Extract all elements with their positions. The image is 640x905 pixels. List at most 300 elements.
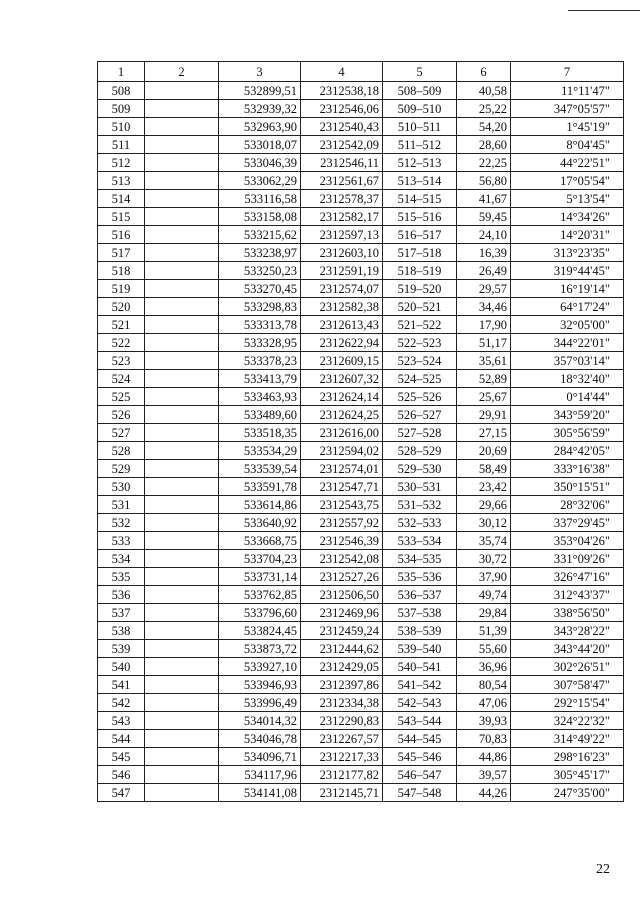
empty-cell [145, 208, 219, 226]
table-row [98, 478, 624, 496]
x-coordinate-cell: 533731,14 [219, 568, 301, 586]
x-coordinate-cell: 533062,29 [219, 172, 301, 190]
point-number-cell: 517 [98, 244, 145, 262]
length-cell: 20,69 [457, 442, 511, 460]
page-number: 22 [596, 862, 610, 877]
table-row [98, 694, 624, 712]
x-coordinate-cell: 533238,97 [219, 244, 301, 262]
y-coordinate-cell: 2312543,75 [301, 496, 383, 514]
table-row [98, 172, 624, 190]
empty-cell [145, 388, 219, 406]
table-row [98, 766, 624, 784]
y-coordinate-cell: 2312546,11 [301, 154, 383, 172]
segment-cell: 530–531 [383, 478, 457, 496]
table-row [98, 244, 624, 262]
empty-cell [145, 226, 219, 244]
length-cell: 26,49 [457, 262, 511, 280]
angle-cell: 14°34'26" [511, 208, 624, 226]
y-coordinate-cell: 2312542,08 [301, 550, 383, 568]
segment-cell: 537–538 [383, 604, 457, 622]
point-number-cell: 547 [98, 784, 145, 802]
empty-cell [145, 244, 219, 262]
y-coordinate-cell: 2312557,92 [301, 514, 383, 532]
table-row [98, 730, 624, 748]
length-cell: 51,17 [457, 334, 511, 352]
table-row [98, 532, 624, 550]
segment-cell: 526–527 [383, 406, 457, 424]
x-coordinate-cell: 533534,29 [219, 442, 301, 460]
x-coordinate-cell: 533614,86 [219, 496, 301, 514]
table-row [98, 100, 624, 118]
length-cell: 58,49 [457, 460, 511, 478]
y-coordinate-cell: 2312609,15 [301, 352, 383, 370]
x-coordinate-cell: 533873,72 [219, 640, 301, 658]
table-row [98, 712, 624, 730]
length-cell: 52,89 [457, 370, 511, 388]
empty-cell [145, 712, 219, 730]
point-number-cell: 542 [98, 694, 145, 712]
segment-cell: 524–525 [383, 370, 457, 388]
point-number-cell: 535 [98, 568, 145, 586]
point-number-cell: 540 [98, 658, 145, 676]
angle-cell: 343°44'20" [511, 640, 624, 658]
y-coordinate-cell: 2312622,94 [301, 334, 383, 352]
y-coordinate-cell: 2312334,38 [301, 694, 383, 712]
empty-cell [145, 496, 219, 514]
table-row [98, 190, 624, 208]
point-number-cell: 514 [98, 190, 145, 208]
x-coordinate-cell: 533640,92 [219, 514, 301, 532]
length-cell: 54,20 [457, 118, 511, 136]
angle-cell: 16°19'14" [511, 280, 624, 298]
segment-cell: 527–528 [383, 424, 457, 442]
segment-cell: 542–543 [383, 694, 457, 712]
table-row [98, 550, 624, 568]
y-coordinate-cell: 2312547,71 [301, 478, 383, 496]
x-coordinate-cell: 533946,93 [219, 676, 301, 694]
column-header-2: 2 [145, 62, 219, 82]
segment-cell: 516–517 [383, 226, 457, 244]
angle-cell: 17°05'54" [511, 172, 624, 190]
point-number-cell: 525 [98, 388, 145, 406]
length-cell: 29,66 [457, 496, 511, 514]
length-cell: 80,54 [457, 676, 511, 694]
y-coordinate-cell: 2312444,62 [301, 640, 383, 658]
length-cell: 41,67 [457, 190, 511, 208]
empty-cell [145, 334, 219, 352]
segment-cell: 508–509 [383, 82, 457, 100]
x-coordinate-cell: 534117,96 [219, 766, 301, 784]
length-cell: 39,57 [457, 766, 511, 784]
segment-cell: 545–546 [383, 748, 457, 766]
x-coordinate-cell: 533250,23 [219, 262, 301, 280]
empty-cell [145, 766, 219, 784]
x-coordinate-cell: 533313,78 [219, 316, 301, 334]
segment-cell: 515–516 [383, 208, 457, 226]
table-row [98, 568, 624, 586]
table-row [98, 442, 624, 460]
table-row [98, 640, 624, 658]
table-row [98, 676, 624, 694]
segment-cell: 528–529 [383, 442, 457, 460]
x-coordinate-cell: 533591,78 [219, 478, 301, 496]
length-cell: 25,67 [457, 388, 511, 406]
angle-cell: 324°22'32" [511, 712, 624, 730]
segment-cell: 510–511 [383, 118, 457, 136]
y-coordinate-cell: 2312546,06 [301, 100, 383, 118]
empty-cell [145, 550, 219, 568]
x-coordinate-cell: 533539,54 [219, 460, 301, 478]
angle-cell: 357°03'14" [511, 352, 624, 370]
header-row [98, 62, 624, 82]
y-coordinate-cell: 2312574,07 [301, 280, 383, 298]
angle-cell: 343°28'22" [511, 622, 624, 640]
angle-cell: 18°32'40" [511, 370, 624, 388]
segment-cell: 535–536 [383, 568, 457, 586]
angle-cell: 298°16'23" [511, 748, 624, 766]
point-number-cell: 521 [98, 316, 145, 334]
x-coordinate-cell: 533046,39 [219, 154, 301, 172]
table-row [98, 622, 624, 640]
y-coordinate-cell: 2312616,00 [301, 424, 383, 442]
table-row [98, 658, 624, 676]
x-coordinate-cell: 533298,83 [219, 298, 301, 316]
segment-cell: 517–518 [383, 244, 457, 262]
length-cell: 47,06 [457, 694, 511, 712]
empty-cell [145, 658, 219, 676]
length-cell: 36,96 [457, 658, 511, 676]
empty-cell [145, 622, 219, 640]
length-cell: 44,26 [457, 784, 511, 802]
x-coordinate-cell: 533413,79 [219, 370, 301, 388]
length-cell: 16,39 [457, 244, 511, 262]
segment-cell: 533–534 [383, 532, 457, 550]
length-cell: 51,39 [457, 622, 511, 640]
table-row [98, 298, 624, 316]
segment-cell: 536–537 [383, 586, 457, 604]
segment-cell: 531–532 [383, 496, 457, 514]
segment-cell: 512–513 [383, 154, 457, 172]
point-number-cell: 516 [98, 226, 145, 244]
length-cell: 55,60 [457, 640, 511, 658]
point-number-cell: 537 [98, 604, 145, 622]
empty-cell [145, 370, 219, 388]
point-number-cell: 546 [98, 766, 145, 784]
angle-cell: 11°11'47" [511, 82, 624, 100]
x-coordinate-cell: 533158,08 [219, 208, 301, 226]
column-header-7: 7 [511, 62, 624, 82]
empty-cell [145, 532, 219, 550]
segment-cell: 547–548 [383, 784, 457, 802]
length-cell: 30,72 [457, 550, 511, 568]
empty-cell [145, 172, 219, 190]
length-cell: 29,91 [457, 406, 511, 424]
y-coordinate-cell: 2312574,01 [301, 460, 383, 478]
point-number-cell: 531 [98, 496, 145, 514]
point-number-cell: 513 [98, 172, 145, 190]
angle-cell: 313°23'35" [511, 244, 624, 262]
table-row [98, 406, 624, 424]
segment-cell: 541–542 [383, 676, 457, 694]
table-row [98, 424, 624, 442]
length-cell: 27,15 [457, 424, 511, 442]
y-coordinate-cell: 2312527,26 [301, 568, 383, 586]
y-coordinate-cell: 2312624,14 [301, 388, 383, 406]
x-coordinate-cell: 533927,10 [219, 658, 301, 676]
empty-cell [145, 316, 219, 334]
x-coordinate-cell: 533668,75 [219, 532, 301, 550]
segment-cell: 529–530 [383, 460, 457, 478]
y-coordinate-cell: 2312459,24 [301, 622, 383, 640]
segment-cell: 514–515 [383, 190, 457, 208]
angle-cell: 343°59'20" [511, 406, 624, 424]
point-number-cell: 515 [98, 208, 145, 226]
length-cell: 44,86 [457, 748, 511, 766]
angle-cell: 44°22'51" [511, 154, 624, 172]
point-number-cell: 530 [98, 478, 145, 496]
angle-cell: 350°15'51" [511, 478, 624, 496]
angle-cell: 284°42'05" [511, 442, 624, 460]
y-coordinate-cell: 2312538,18 [301, 82, 383, 100]
angle-cell: 302°26'51" [511, 658, 624, 676]
table-row [98, 334, 624, 352]
x-coordinate-cell: 533116,58 [219, 190, 301, 208]
angle-cell: 0°14'44" [511, 388, 624, 406]
x-coordinate-cell: 533270,45 [219, 280, 301, 298]
angle-cell: 337°29'45" [511, 514, 624, 532]
x-coordinate-cell: 534141,08 [219, 784, 301, 802]
empty-cell [145, 298, 219, 316]
empty-cell [145, 424, 219, 442]
point-number-cell: 518 [98, 262, 145, 280]
point-number-cell: 522 [98, 334, 145, 352]
segment-cell: 532–533 [383, 514, 457, 532]
empty-cell [145, 280, 219, 298]
length-cell: 22,25 [457, 154, 511, 172]
point-number-cell: 529 [98, 460, 145, 478]
table-row [98, 136, 624, 154]
angle-cell: 333°16'38" [511, 460, 624, 478]
length-cell: 17,90 [457, 316, 511, 334]
x-coordinate-cell: 533018,07 [219, 136, 301, 154]
angle-cell: 5°13'54" [511, 190, 624, 208]
y-coordinate-cell: 2312546,39 [301, 532, 383, 550]
y-coordinate-cell: 2312578,37 [301, 190, 383, 208]
point-number-cell: 512 [98, 154, 145, 172]
table-row [98, 154, 624, 172]
column-header-6: 6 [457, 62, 511, 82]
table-row [98, 352, 624, 370]
segment-cell: 522–523 [383, 334, 457, 352]
length-cell: 28,60 [457, 136, 511, 154]
y-coordinate-cell: 2312469,96 [301, 604, 383, 622]
table-row [98, 316, 624, 334]
length-cell: 40,58 [457, 82, 511, 100]
angle-cell: 14°20'31" [511, 226, 624, 244]
table-row [98, 460, 624, 478]
empty-cell [145, 82, 219, 100]
table-row [98, 208, 624, 226]
segment-cell: 540–541 [383, 658, 457, 676]
empty-cell [145, 748, 219, 766]
angle-cell: 353°04'26" [511, 532, 624, 550]
segment-cell: 511–512 [383, 136, 457, 154]
table-row [98, 604, 624, 622]
angle-cell: 307°58'47" [511, 676, 624, 694]
y-coordinate-cell: 2312217,33 [301, 748, 383, 766]
segment-cell: 518–519 [383, 262, 457, 280]
x-coordinate-cell: 534014,32 [219, 712, 301, 730]
x-coordinate-cell: 533796,60 [219, 604, 301, 622]
column-header-5: 5 [383, 62, 457, 82]
y-coordinate-cell: 2312594,02 [301, 442, 383, 460]
angle-cell: 319°44'45" [511, 262, 624, 280]
y-coordinate-cell: 2312582,17 [301, 208, 383, 226]
angle-cell: 338°56'50" [511, 604, 624, 622]
point-number-cell: 526 [98, 406, 145, 424]
table-row [98, 388, 624, 406]
y-coordinate-cell: 2312145,71 [301, 784, 383, 802]
point-number-cell: 533 [98, 532, 145, 550]
table-row [98, 784, 624, 802]
x-coordinate-cell: 533489,60 [219, 406, 301, 424]
y-coordinate-cell: 2312603,10 [301, 244, 383, 262]
point-number-cell: 510 [98, 118, 145, 136]
empty-cell [145, 460, 219, 478]
length-cell: 37,90 [457, 568, 511, 586]
point-number-cell: 520 [98, 298, 145, 316]
empty-cell [145, 514, 219, 532]
angle-cell: 292°15'54" [511, 694, 624, 712]
empty-cell [145, 640, 219, 658]
y-coordinate-cell: 2312561,67 [301, 172, 383, 190]
length-cell: 29,84 [457, 604, 511, 622]
length-cell: 24,10 [457, 226, 511, 244]
y-coordinate-cell: 2312290,83 [301, 712, 383, 730]
table-row [98, 262, 624, 280]
empty-cell [145, 190, 219, 208]
angle-cell: 347°05'57" [511, 100, 624, 118]
y-coordinate-cell: 2312429,05 [301, 658, 383, 676]
table-row [98, 586, 624, 604]
angle-cell: 8°04'45" [511, 136, 624, 154]
segment-cell: 509–510 [383, 100, 457, 118]
x-coordinate-cell: 533824,45 [219, 622, 301, 640]
point-number-cell: 541 [98, 676, 145, 694]
y-coordinate-cell: 2312582,38 [301, 298, 383, 316]
angle-cell: 326°47'16" [511, 568, 624, 586]
x-coordinate-cell: 532899,51 [219, 82, 301, 100]
table-body [98, 82, 624, 802]
y-coordinate-cell: 2312613,43 [301, 316, 383, 334]
angle-cell: 64°17'24" [511, 298, 624, 316]
length-cell: 59,45 [457, 208, 511, 226]
x-coordinate-cell: 534096,71 [219, 748, 301, 766]
x-coordinate-cell: 534046,78 [219, 730, 301, 748]
y-coordinate-cell: 2312624,25 [301, 406, 383, 424]
x-coordinate-cell: 532939,32 [219, 100, 301, 118]
angle-cell: 32°05'00" [511, 316, 624, 334]
y-coordinate-cell: 2312597,13 [301, 226, 383, 244]
length-cell: 30,12 [457, 514, 511, 532]
y-coordinate-cell: 2312506,50 [301, 586, 383, 604]
point-number-cell: 539 [98, 640, 145, 658]
column-header-1: 1 [98, 62, 145, 82]
segment-cell: 525–526 [383, 388, 457, 406]
point-number-cell: 545 [98, 748, 145, 766]
x-coordinate-cell: 533704,23 [219, 550, 301, 568]
table-row [98, 118, 624, 136]
empty-cell [145, 406, 219, 424]
segment-cell: 543–544 [383, 712, 457, 730]
x-coordinate-cell: 533328,95 [219, 334, 301, 352]
angle-cell: 344°22'01" [511, 334, 624, 352]
length-cell: 56,80 [457, 172, 511, 190]
table-row [98, 514, 624, 532]
segment-cell: 539–540 [383, 640, 457, 658]
x-coordinate-cell: 533762,85 [219, 586, 301, 604]
angle-cell: 305°56'59" [511, 424, 624, 442]
length-cell: 29,57 [457, 280, 511, 298]
length-cell: 34,46 [457, 298, 511, 316]
segment-cell: 538–539 [383, 622, 457, 640]
angle-cell: 331°09'26" [511, 550, 624, 568]
x-coordinate-cell: 532963,90 [219, 118, 301, 136]
point-number-cell: 543 [98, 712, 145, 730]
angle-cell: 312°43'37" [511, 586, 624, 604]
angle-cell: 305°45'17" [511, 766, 624, 784]
point-number-cell: 509 [98, 100, 145, 118]
segment-cell: 546–547 [383, 766, 457, 784]
empty-cell [145, 694, 219, 712]
empty-cell [145, 352, 219, 370]
y-coordinate-cell: 2312177,82 [301, 766, 383, 784]
segment-cell: 519–520 [383, 280, 457, 298]
point-number-cell: 508 [98, 82, 145, 100]
empty-cell [145, 730, 219, 748]
point-number-cell: 532 [98, 514, 145, 532]
top-corner-rule [568, 10, 640, 11]
point-number-cell: 528 [98, 442, 145, 460]
angle-cell: 1°45'19" [511, 118, 624, 136]
y-coordinate-cell: 2312542,09 [301, 136, 383, 154]
y-coordinate-cell: 2312591,19 [301, 262, 383, 280]
segment-cell: 544–545 [383, 730, 457, 748]
y-coordinate-cell: 2312607,32 [301, 370, 383, 388]
table-row [98, 748, 624, 766]
angle-cell: 247°35'00" [511, 784, 624, 802]
segment-cell: 513–514 [383, 172, 457, 190]
length-cell: 35,74 [457, 532, 511, 550]
x-coordinate-cell: 533215,62 [219, 226, 301, 244]
y-coordinate-cell: 2312397,86 [301, 676, 383, 694]
point-number-cell: 523 [98, 352, 145, 370]
table-row [98, 82, 624, 100]
x-coordinate-cell: 533378,23 [219, 352, 301, 370]
empty-cell [145, 442, 219, 460]
empty-cell [145, 118, 219, 136]
point-number-cell: 524 [98, 370, 145, 388]
segment-cell: 521–522 [383, 316, 457, 334]
table-row [98, 226, 624, 244]
empty-cell [145, 154, 219, 172]
table-row [98, 280, 624, 298]
length-cell: 35,61 [457, 352, 511, 370]
empty-cell [145, 604, 219, 622]
empty-cell [145, 568, 219, 586]
segment-cell: 523–524 [383, 352, 457, 370]
empty-cell [145, 136, 219, 154]
